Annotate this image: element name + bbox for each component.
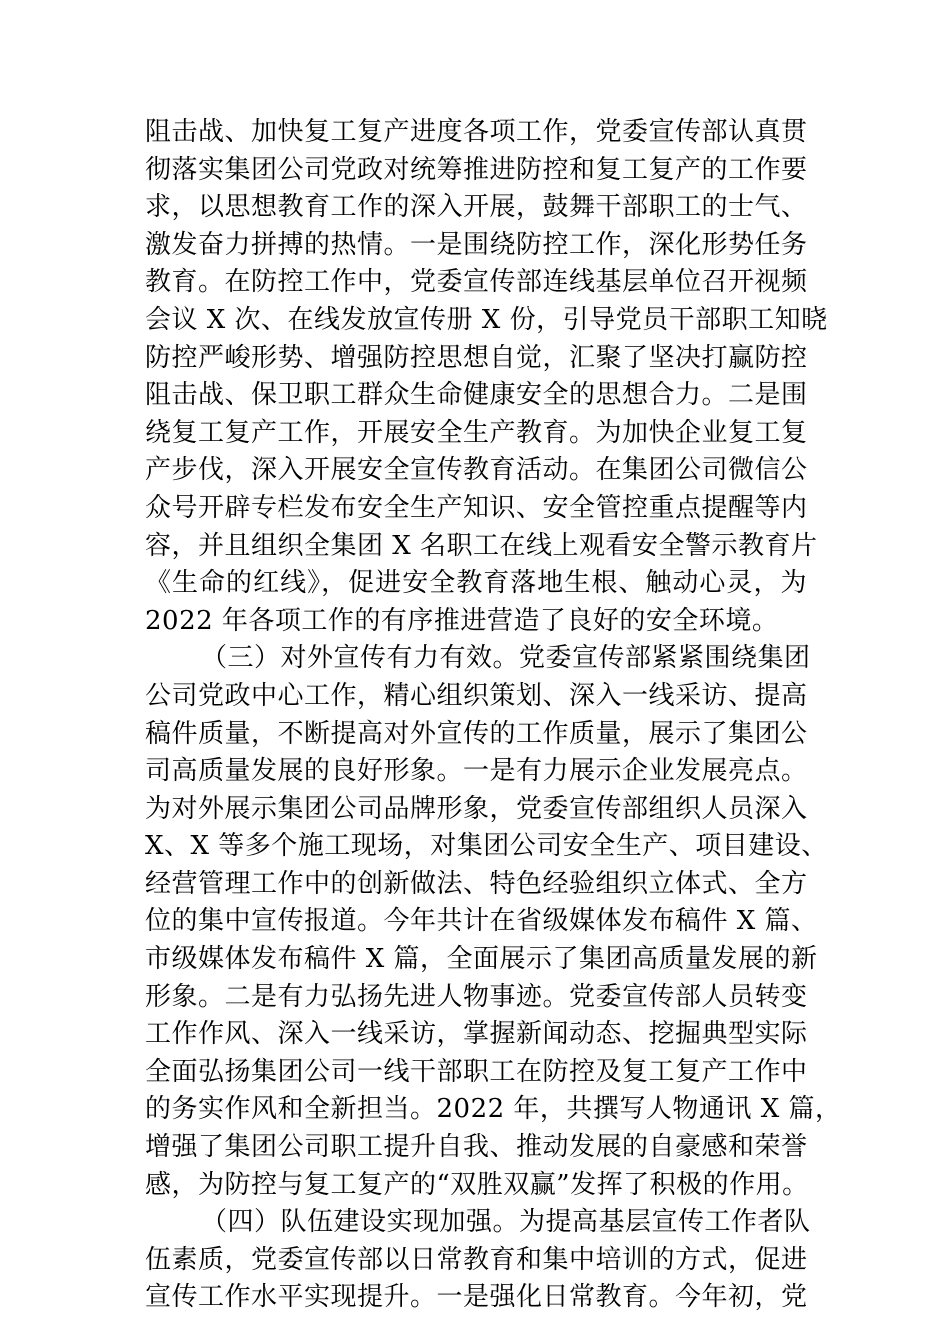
text-line: 2022 年各项工作的有序推进营造了良好的安全环境。 <box>145 605 779 636</box>
text-line: 绕复工复产工作，开展安全生产教育。为加快企业复工复 <box>145 417 808 448</box>
text-line: 产步伐，深入开展安全宣传教育活动。在集团公司微信公 <box>145 455 808 486</box>
text-line: 伍素质，党委宣传部以日常教育和集中培训的方式，促进 <box>145 1244 808 1275</box>
section-heading-line: （三）对外宣传有力有效。党委宣传部紧紧围绕集团 <box>201 643 811 674</box>
text-line: 经营管理工作中的创新做法、特色经验组织立体式、全方 <box>145 868 808 899</box>
text-line: 会议 X 次、在线发放宣传册 X 份，引导党员干部职工知晓 <box>145 304 828 335</box>
text-line: 市级媒体发布稿件 X 篇，全面展示了集团高质量发展的新 <box>145 944 818 975</box>
text-line: 司高质量发展的良好形象。一是有力展示企业发展亮点。 <box>145 756 808 787</box>
text-line: 阻击战、保卫职工群众生命健康安全的思想合力。二是围 <box>145 380 808 411</box>
text-line: 阻击战、加快复工复产进度各项工作，党委宣传部认真贯 <box>145 117 808 147</box>
text-line: 教育。在防控工作中，党委宣传部连线基层单位召开视频 <box>145 267 808 298</box>
text-line: 公司党政中心工作，精心组织策划、深入一线采访、提高 <box>145 680 808 711</box>
text-line: 形象。二是有力弘扬先进人物事迹。党委宣传部人员转变 <box>145 981 808 1012</box>
text-line: 彻落实集团公司党政对统筹推进防控和复工复产的工作要 <box>145 154 808 185</box>
document-body <box>145 114 842 1317</box>
text-line: 求，以思想教育工作的深入开展，鼓舞干部职工的士气、 <box>145 192 808 223</box>
text-line: 众号开辟专栏发布安全生产知识、安全管控重点提醒等内 <box>145 492 808 523</box>
text-line: 增强了集团公司职工提升自我、推动发展的自豪感和荣誉 <box>145 1132 808 1163</box>
text-line: 的务实作风和全新担当。2022 年，共撰写人物通讯 X 篇， <box>145 1094 842 1125</box>
text-line: 防控严峻形势、增强防控思想自觉，汇聚了坚决打赢防控 <box>145 342 808 373</box>
text-line: 全面弘扬集团公司一线干部职工在防控及复工复产工作中 <box>145 1056 808 1087</box>
text-line: 《生命的红线》，促进安全教育落地生根、触动心灵，为 <box>145 568 807 599</box>
text-line: 位的集中宣传报道。今年共计在省级媒体发布稿件 X 篇、 <box>145 906 818 937</box>
text-line: 容，并且组织全集团 X 名职工在线上观看安全警示教育片 <box>145 530 818 561</box>
text-line: X、X 等多个施工现场，对集团公司安全生产、项目建设、 <box>145 831 828 862</box>
text-line: 稿件质量，不断提高对外宣传的工作质量，展示了集团公 <box>145 718 808 749</box>
text-line: 激发奋力拼搏的热情。一是围绕防控工作，深化形势任务 <box>145 229 808 260</box>
text-line: 感，为防控与复工复产的“双胜双赢”发挥了积极的作用。 <box>145 1169 809 1200</box>
text-line: 工作作风、深入一线采访，掌握新闻动态、挖掘典型实际 <box>145 1019 808 1050</box>
text-line: 为对外展示集团公司品牌形象，党委宣传部组织人员深入 <box>145 793 808 824</box>
text-line: 宣传工作水平实现提升。一是强化日常教育。今年初，党 <box>145 1282 808 1313</box>
section-heading-line: （四）队伍建设实现加强。为提高基层宣传工作者队 <box>201 1207 811 1238</box>
